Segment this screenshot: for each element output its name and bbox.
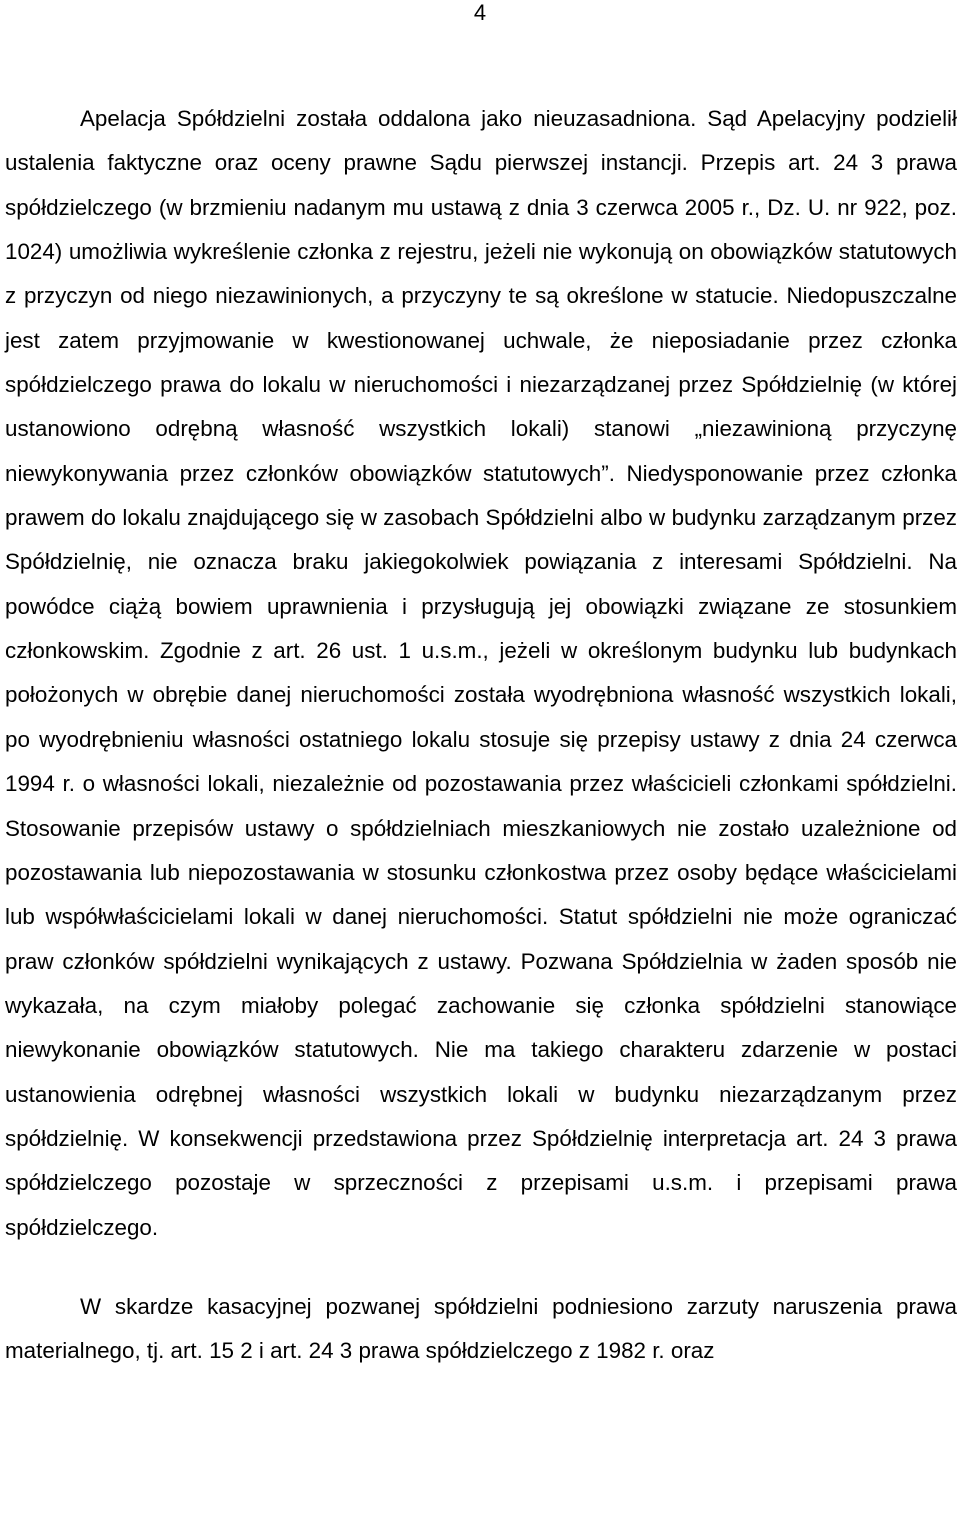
paragraph-1: Apelacja Spółdzielni została oddalona jako nieuzasadniona. Sąd Apelacyjny podzielił ustalenia faktyczne oraz oceny prawne Sądu pierwszej instancji. Przepis art. 24 3 prawa spółdzielczego (w brzmieniu nadanym mu ustawą z dnia 3 czerwca 2005 r., Dz. U. nr 922, poz. 1024) umożliwia wykreślenie członka z rejestru, jeżeli nie wykonują on obowiązków statutowych z przyczyn od niego niezawinionych, a przyczyny te są określone w statucie. Niedopuszczalne jest zatem przyjmowanie w kwestionowanej uchwale, że nieposiadanie przez członka spółdzielczego prawa do lokalu w nieruchomości i niezarządzanej przez Spółdzielnię (w której ustanowiono odrębną własność wszystkich lokali) stanowi „niezawinioną przyczynę niewykonywania przez członków obowiązków statutowych”. Niedysponowanie przez członka prawem do lokalu znajdującego się w zasobach Spółdzielni albo w budynku zarządzanym przez Spółdzielnię, nie oznacza braku jakiegokolwiek powiązania z interesami Spółdzielni. Na powódce ciążą bowiem uprawnienia i przysługują jej obowiązki związane ze stosunkiem członkowskim. Zgodnie z art. 26 ust. 1 u.s.m., jeżeli w określonym budynku lub budynkach położonych w obrębie danej nieruchomości została wyodrębniona własność wszystkich lokali, po wyodrębnieniu własności ostatniego lokalu stosuje się przepisy ustawy z dnia 24 czerwca 1994 r. o własności lokali, niezależnie od pozostawania przez właścicieli członkami spółdzielni. Stosowanie przepisów ustawy o spółdzielniach mieszkaniowych nie zostało uzależnione od pozostawania lub niepozostawania w stosunku członkostwa przez osoby będące właścicielami lub współwłaścicielami lokali w danej nieruchomości. Statut spółdzielni nie może ograniczać praw członków spółdzielni wynikających z ustawy. Pozwana Spółdzielnia w żaden sposób nie wykazała, na czym miałoby polegać zachowanie się członka spółdzielni stanowiące niewykonanie obowiązków statutowych. Nie ma takiego charakteru zdarzenie w postaci ustanowienia odrębnej własności wszystkich lokali w budynku niezarządzanym przez spółdzielnię. W konsekwencji przedstawiona przez Spółdzielnię interpretacja art. 24 3 prawa spółdzielczego pozostaje w sprzeczności z przepisami u.s.m. i przepisami prawa spółdzielczego.: [5, 106, 957, 1240]
paragraph-2: W skardze kasacyjnej pozwanej spółdzielni podniesiono zarzuty naruszenia prawa materialnego, tj. art. 15 2 i art. 24 3 prawa spółdzielczego z 1982 r. oraz: [5, 1293, 957, 1364]
document-body: [5, 97, 957, 1374]
page-number: 4: [473, 0, 487, 25]
